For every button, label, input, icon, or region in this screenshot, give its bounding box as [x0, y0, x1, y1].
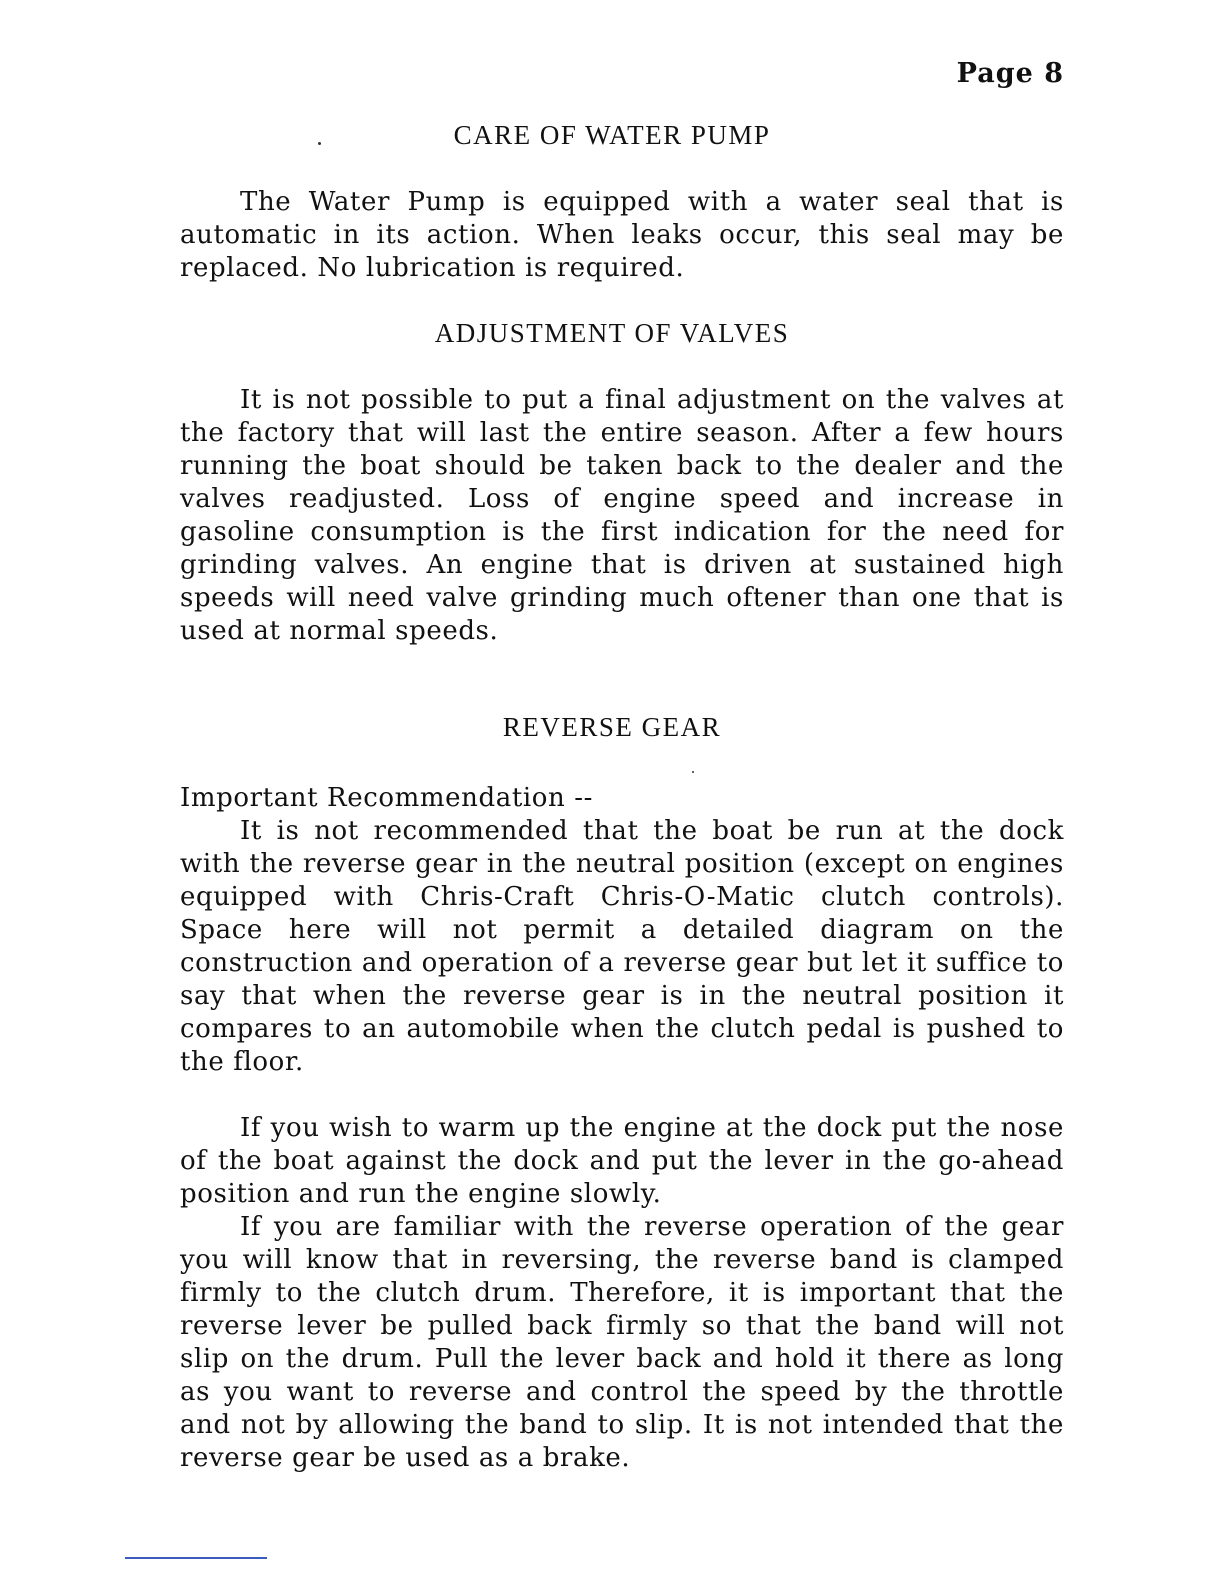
section-heading-water-pump: CARE OF WATER PUMP [453, 120, 771, 150]
footer-rule [125, 1557, 267, 1559]
paragraph-reverse-neutral: It is not recommended that the boat be run at the dock with the reverse gear in the neutral position (except on engines equipped with Chris-Craft Chris-O-Matic clutch controls). Space here will not permit a detailed diagram on the construction and operation of a reverse gear but let it suffice to say that when the reverse gear is in the neutral position it compares to an automobile when the clutch pedal is pushed to the floor. [180, 816, 1064, 1077]
section-heading-reverse-gear: REVERSE GEAR [502, 712, 722, 742]
paragraph-warm-up: If you wish to warm up the engine at the dock put the nose of the boat against the dock and put the lever in the go-ahead position and run the engine slowly. [180, 1113, 1064, 1209]
recommendation-label: Important Recommendation -- [180, 783, 594, 813]
section-heading-valves: ADJUSTMENT OF VALVES [434, 318, 790, 348]
stray-mark [692, 771, 694, 773]
paragraph-valves: It is not possible to put a final adjustment on the valves at the factory that will last the entire season. After a few hours running the boat should be taken back to the dealer and the valves readjusted. Loss of engine speed and increase in gasoline consumption is the first indication for the need for grinding valves. An engine that is driven at sustained high speeds will need valve grinding much oftener than one that is used at normal speeds. [180, 385, 1064, 646]
paragraph-water-pump: The Water Pump is equipped with a water seal that is automatic in its action. When leaks occur, this seal may be replaced. No lubrication is required. [180, 187, 1064, 283]
paragraph-reverse-operation: If you are familiar with the reverse operation of the gear you will know that in reversing, the reverse band is clamped firmly to the clutch drum. Therefore, it is important that the reverse lever be pulled back firmly so that the band will not slip on the drum. Pull the lever back and hold it there as long as you want to reverse and control the speed by the throttle and not by allowing the band to slip. It is not intended that the reverse gear be used as a brake. [180, 1212, 1064, 1473]
page-number: Page 8 [956, 58, 1064, 89]
